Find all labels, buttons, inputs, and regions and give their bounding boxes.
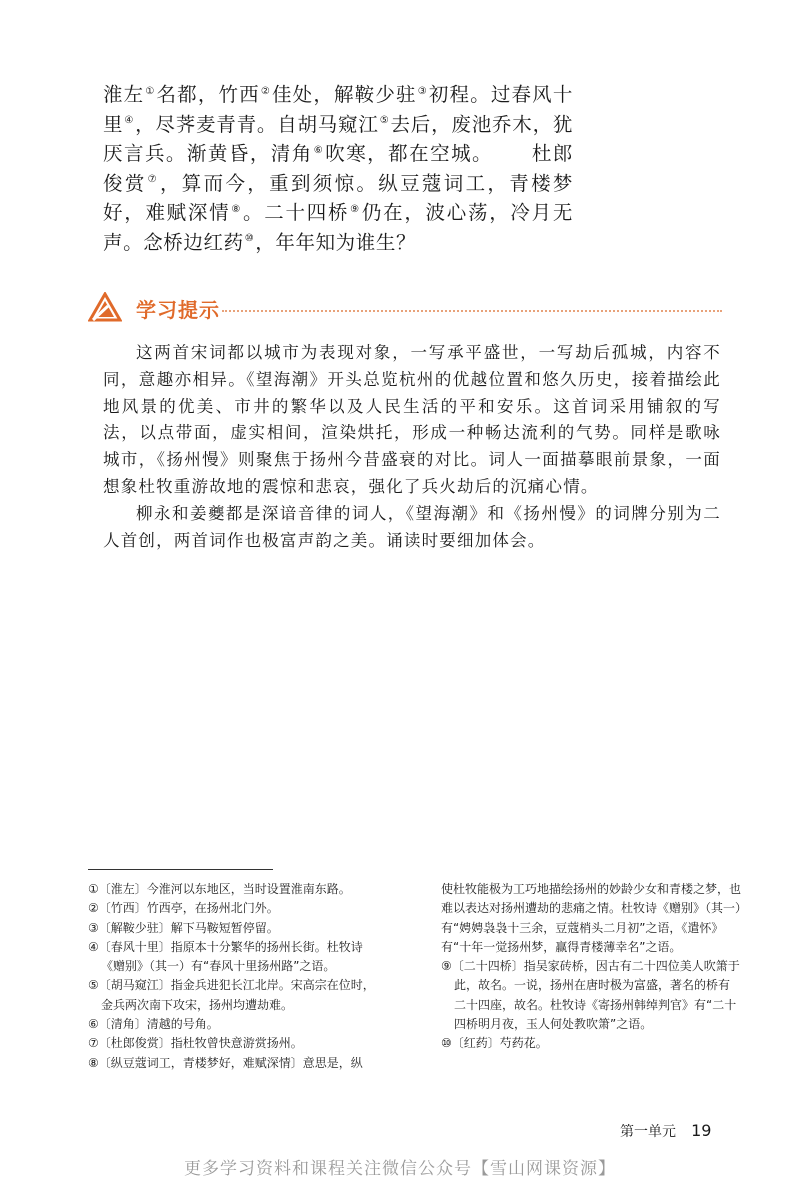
study-tips-body (103, 340, 721, 554)
study-tips-title: 学习提示 (136, 298, 220, 322)
footnote-marker: ⑥ (313, 144, 325, 156)
poem-segment: 名都，竹西 (156, 83, 260, 106)
footnote-marker: ⑤ (379, 115, 390, 126)
footnote-item: ①〔淮左〕今淮河以东地区，当时设置淮南东路。 (88, 882, 351, 896)
footnotes-right-column (441, 880, 741, 1054)
footnote-marker: ④ (124, 115, 135, 126)
footnote-marker: ② (260, 85, 271, 97)
footnote-item: ⑧〔纵豆蔻词工，青楼梦好，难赋深情〕意思是，纵 (88, 1055, 363, 1070)
watermark-text: 更多学习资料和课程关注微信公众号【雪山网课资源】 (184, 1159, 616, 1179)
poem-segment: 去后，废池乔木，犹厌言兵。渐黄昏，清角 (103, 112, 574, 165)
footnote-item: 使杜牧能极为工巧地描绘扬州的妙龄少女和青楼之梦，也难以表达对扬州遭劫的悲痛之情。杜牧诗《赠别》（其一）有“娉娉袅袅十三余，豆蔻梢头二月初”之语，《遣怀》有“十年一觉扬州梦，赢得青楼薄幸名”之语。 (441, 882, 742, 954)
study-tips-icon (88, 292, 122, 322)
footnote-rule (88, 869, 273, 870)
footnote-item: ⑩〔红药〕芍药花。 (441, 1036, 548, 1051)
footnote-marker: ③ (417, 85, 428, 97)
poem-segment: 吹寒，都在空城。 (325, 142, 494, 165)
page-number: 19 (691, 1121, 712, 1140)
footnote-marker: ⑨ (350, 203, 361, 215)
poem-segment: 初程。过春风十里 (103, 83, 573, 136)
study-tips-header (88, 292, 722, 324)
divider (222, 310, 722, 312)
unit-label: 第一单元 (620, 1124, 676, 1140)
footnote-item: ⑤〔胡马窥江〕指金兵进犯长江北岸。宋高宗在位时，金兵两次南下攻宋，扬州均遭劫难。 (88, 978, 375, 1012)
footnote-marker: ⑧ (231, 203, 243, 215)
poem-text (103, 80, 573, 257)
footnote-item: ⑨〔二十四桥〕指吴家砖桥，因古有二十四位美人吹箫于此，故名。一说，扬州在唐时极为富盛，著名的桥有二十四座，故名。杜牧诗《寄扬州韩绰判官》有“二十四桥明月夜，玉人何处教吹箫”之语。 (441, 959, 740, 1032)
poem-segment: 淮左 (103, 83, 145, 106)
poem-segment: 佳处，解鞍少驻 (271, 83, 417, 106)
footnote-marker: ① (145, 85, 156, 97)
poem-segment: ，尽荠麦青青。自胡马窥江 (135, 112, 379, 136)
footnote-item: ④〔春风十里〕指原本十分繁华的扬州长街。杜牧诗《赠别》（其一）有“春风十里扬州路”之语。 (88, 939, 363, 974)
footnote-marker: ⑩ (244, 233, 255, 244)
footnote-item: ②〔竹西〕竹西亭，在扬州北门外。 (88, 901, 279, 916)
footnote-item: ⑥〔清角〕清越的号角。 (88, 1017, 219, 1032)
tips-paragraph: 这两首宋词都以城市为表现对象，一写承平盛世，一写劫后孤城，内容不同，意趣亦相异。《望海潮》开头总览杭州的优越位置和悠久历史，接着描绘此地风景的优美、市井的繁华以及人民生活的平和安乐。这首词采用铺叙的写法，以点带面，虚实相间，渲染烘托，形成一种畅达流利的气势。同样是歌咏城市，《扬州慢》则聚焦于扬州今昔盛衰的对比。词人一面描摹眼前景象，一面想象杜牧重游故地的震惊和悲哀，强化了兵火劫后的沉痛心情。 (103, 343, 721, 496)
poem-segment: 仍在，波心荡，冷月无声。念桥边红药 (103, 201, 573, 254)
tips-paragraph: 柳永和姜夔都是深谙音律的词人，《望海潮》和《扬州慢》的词牌分别为二人首创，两首词作也极富声韵之美。诵读时要细加体会。 (103, 503, 721, 550)
poem-segment: ，年年知为谁生？ (255, 230, 417, 254)
poem-segment: 。二十四桥 (243, 201, 350, 224)
poem-segment: ，算而今，重到须惊。纵豆蔻词工，青楼梦好，难赋深情 (103, 171, 573, 224)
footnote-item: ⑦〔杜郎俊赏〕指杜牧曾快意游赏扬州。 (88, 1036, 303, 1051)
footnote-marker: ⑦ (147, 174, 159, 185)
poem-segment: 杜郎俊赏 (103, 142, 573, 195)
footnotes-left-column (88, 880, 384, 1073)
page-footer (620, 1121, 711, 1141)
footnote-item: ③〔解鞍少驻〕解下马鞍短暂停留。 (88, 920, 279, 935)
